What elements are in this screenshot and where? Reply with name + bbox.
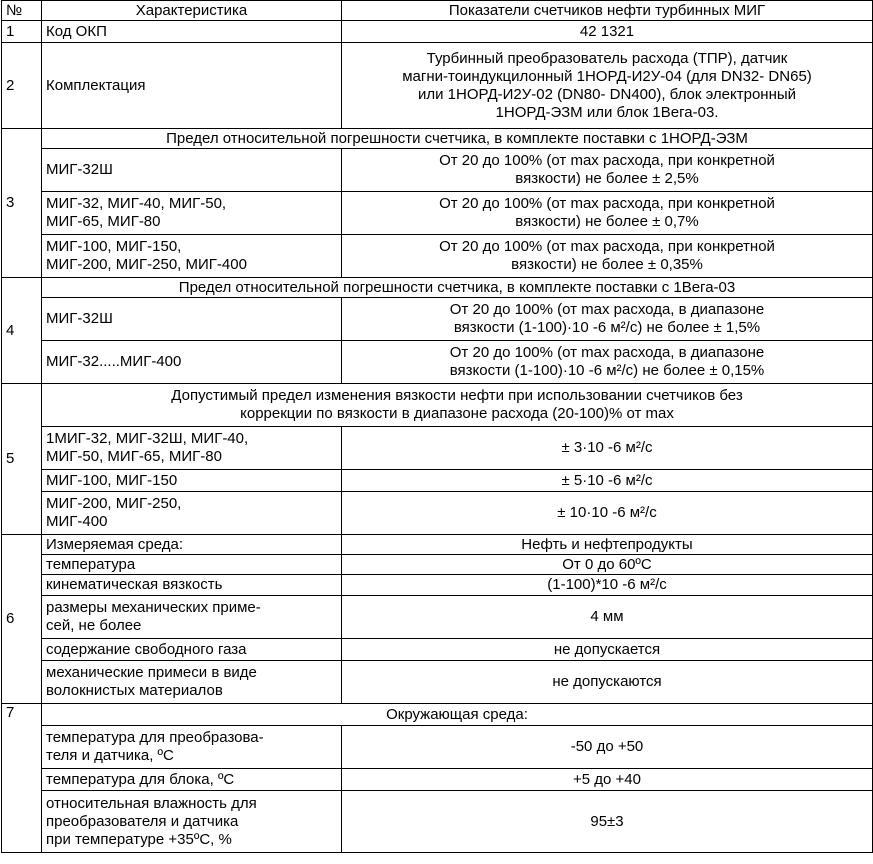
label-line: относительная влажность для xyxy=(46,794,257,812)
table-row xyxy=(2,235,873,278)
row-value: ± 5·10 -6 м²/с xyxy=(342,470,873,492)
section-row xyxy=(2,278,873,298)
row-value: От 0 до 60ºС xyxy=(342,555,873,575)
label-line: МИГ-400 xyxy=(46,513,108,530)
value-line: Турбинный преобразователь расхода (ТПР), датчик xyxy=(426,49,788,67)
row-value: 95±3 xyxy=(342,791,873,853)
label-line: температура для блока, ºС xyxy=(46,770,235,788)
label-line: МИГ-32.....МИГ-400 xyxy=(46,353,182,370)
label-line: МИГ-32, МИГ-40, МИГ-50, xyxy=(46,195,227,212)
row-value: +5 до +40 xyxy=(342,769,873,791)
value-line: вязкости (1-100)·10 -6 м²/с) не более ± 0,15% xyxy=(449,362,765,379)
label-line: МИГ-100, МИГ-150, xyxy=(46,238,182,255)
row-label xyxy=(42,769,342,791)
row-value xyxy=(342,298,873,341)
row-number: 5 xyxy=(2,384,42,535)
row-label xyxy=(42,596,342,639)
value-line: От 20 до 100% (от max расхода, при конкретной xyxy=(439,152,775,169)
value-line: От 20 до 100% (от max расхода, в диапазоне xyxy=(449,344,765,361)
row-label xyxy=(42,149,342,192)
table-row xyxy=(2,535,873,555)
row-value: 4 мм xyxy=(342,596,873,639)
table-row xyxy=(2,470,873,492)
label-line: МИГ-32Ш xyxy=(46,310,113,327)
label-line: 1МИГ-32, МИГ-32Ш, МИГ-40, xyxy=(46,430,249,447)
header-row xyxy=(2,1,873,21)
value-line: вязкости (1-100)·10 -6 м²/с) не более ± 1,5% xyxy=(453,319,761,336)
value-line: вязкости) не более ± 0,35% xyxy=(511,256,703,273)
label-line: сей, не более xyxy=(46,617,142,634)
value-line: От 20 до 100% (от max расхода, при конкретной xyxy=(439,238,775,255)
row-value xyxy=(342,149,873,192)
label-line: волокнистых материалов xyxy=(46,682,223,699)
section-line: Допустимый предел изменения вязкости нефти при использовании счетчиков без xyxy=(171,387,743,404)
row-value: (1-100)*10 -6 м²/с xyxy=(342,575,873,596)
label-line: МИГ-50, МИГ-65, МИГ-80 xyxy=(46,448,222,465)
table-row xyxy=(2,492,873,535)
label-line: температура xyxy=(46,555,136,573)
section-row xyxy=(2,129,873,149)
table-row xyxy=(2,21,873,43)
value-line: 1НОРД-ЭЗМ или блок 1Bега-03. xyxy=(495,103,719,121)
row-value: ± 10·10 -6 м²/с xyxy=(342,492,873,535)
row-value: ± 3·10 -6 м²/с xyxy=(342,427,873,470)
section-title: Предел относительной погрешности счетчика, в комплекте поставки с 1Bега-03 xyxy=(42,278,873,298)
table-row xyxy=(2,661,873,704)
label-line: теля и датчика, ºС xyxy=(46,747,174,764)
label-line: МИГ-200, МИГ-250, xyxy=(46,495,182,512)
row-value xyxy=(342,235,873,278)
value-line: От 20 до 100% (от max расхода, в диапазоне xyxy=(449,301,765,318)
table-row xyxy=(2,298,873,341)
row-number: 2 xyxy=(2,43,42,129)
table-row xyxy=(2,791,873,853)
row-label xyxy=(42,726,342,769)
row-label xyxy=(42,427,342,470)
row-value: не допускается xyxy=(342,639,873,661)
table-row xyxy=(2,43,873,129)
table-row xyxy=(2,639,873,661)
row-value: Нефть и нефтепродукты xyxy=(342,535,873,555)
label-line: МИГ-200, МИГ-250, МИГ-400 xyxy=(46,256,247,273)
row-label xyxy=(42,341,342,384)
table-row xyxy=(2,596,873,639)
label-line: МИГ-65, МИГ-80 xyxy=(46,213,161,230)
row-number: 4 xyxy=(2,278,42,384)
row-label xyxy=(42,639,342,661)
row-number: 6 xyxy=(2,535,42,704)
label-line: МИГ-32Ш xyxy=(46,161,113,178)
header-values: Показатели счетчиков нефти турбинных МИГ xyxy=(342,1,873,21)
row-label xyxy=(42,470,342,492)
row-value xyxy=(342,43,873,129)
row-number: 7 xyxy=(2,704,42,853)
row-label xyxy=(42,492,342,535)
label-line: размеры механических приме- xyxy=(46,599,261,616)
header-num: № xyxy=(2,1,42,21)
table-row xyxy=(2,769,873,791)
row-label xyxy=(42,575,342,596)
value-line: или 1НОРД-И2У-02 (DN80- DN400), блок электронный xyxy=(417,85,797,103)
row-number: 3 xyxy=(2,129,42,278)
value-line: От 20 до 100% (от max расхода, при конкретной xyxy=(439,195,775,212)
row-label xyxy=(42,555,342,575)
header-characteristic: Характеристика xyxy=(42,1,342,21)
label-line: содержание свободного газа xyxy=(46,640,247,658)
row-label xyxy=(42,192,342,235)
section-title: Окружающая среда: xyxy=(42,704,873,726)
label-line: температура для преобразова- xyxy=(46,729,264,746)
row-label: Комплектация xyxy=(42,43,342,129)
value-line: вязкости) не более ± 0,7% xyxy=(515,213,699,230)
label-line: Измеряемая среда: xyxy=(46,535,184,553)
row-value: 42 1321 xyxy=(342,21,873,43)
table-row xyxy=(2,575,873,596)
row-label xyxy=(42,298,342,341)
section-row xyxy=(2,704,873,726)
row-label xyxy=(42,235,342,278)
row-value xyxy=(342,192,873,235)
row-value: -50 до +50 xyxy=(342,726,873,769)
label-line: преобразователя и датчика xyxy=(46,812,239,830)
table-row xyxy=(2,192,873,235)
row-label xyxy=(42,791,342,853)
label-line: механические примеси в виде xyxy=(46,664,257,681)
table-row xyxy=(2,427,873,470)
row-number: 1 xyxy=(2,21,42,43)
row-label: Код ОКП xyxy=(42,21,342,43)
table-row xyxy=(2,726,873,769)
row-value: не допускаются xyxy=(342,661,873,704)
value-line: магни-тоиндукцилонный 1НОРД-И2У-04 (для DN32- DN65) xyxy=(402,67,812,85)
spec-table xyxy=(1,0,873,853)
row-label xyxy=(42,661,342,704)
label-line: при температуре +35ºС, % xyxy=(46,830,232,848)
section-title: Предел относительной погрешности счетчика, в комплекте поставки с 1НОРД-ЭЗМ xyxy=(42,129,873,149)
section-row xyxy=(2,384,873,427)
label-line: МИГ-100, МИГ-150 xyxy=(46,471,178,489)
value-line: вязкости) не более ± 2,5% xyxy=(515,170,699,187)
row-value xyxy=(342,341,873,384)
table-row xyxy=(2,149,873,192)
section-line: коррекции по вязкости в диапазоне расхода (20-100)% от max xyxy=(240,405,674,422)
table-row xyxy=(2,341,873,384)
table-row xyxy=(2,555,873,575)
section-title xyxy=(42,384,873,427)
label-line: кинематическая вязкость xyxy=(46,576,223,593)
row-label xyxy=(42,535,342,555)
